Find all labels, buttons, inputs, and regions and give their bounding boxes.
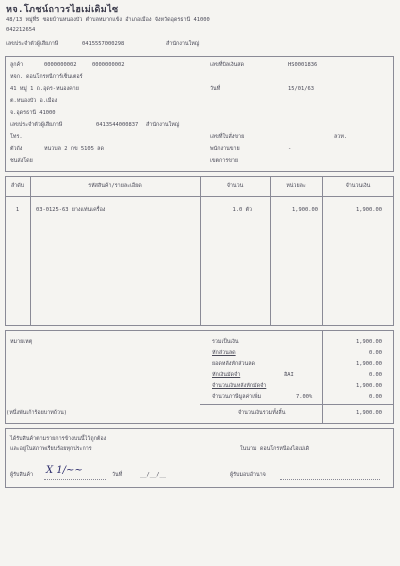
header-no: ลำดับ <box>10 183 25 189</box>
summary-label-6: จำนวนเงินรวมทั้งสิ้น <box>238 410 286 416</box>
col-divider-4 <box>322 176 323 326</box>
summary-label-1: หักส่วนลด <box>212 350 236 356</box>
customer-tax-id: 0413544000837 <box>96 122 139 128</box>
company-tax-label: เลขประจำตัวผู้เสียภาษี <box>6 41 59 47</box>
row-price: 1,900.00 <box>292 207 318 213</box>
receiver-sign-line <box>44 479 106 480</box>
summary-label-3: หักเงินมัดจำ <box>212 372 241 378</box>
customer-prefix: หจก. <box>10 74 24 80</box>
header-amount: จำนวนเงิน <box>345 183 371 189</box>
summary-value-5: 0.00 <box>369 394 382 400</box>
invoice-no: HS0001836 <box>288 62 318 68</box>
customer-code: 0000000002 <box>44 62 77 68</box>
vehicle-plate: หนวบล 2 กข 5105 ลด <box>44 146 104 152</box>
company-branch: สำนักงานใหญ่ <box>166 41 200 47</box>
customer-branch: สำนักงานใหญ่ <box>146 122 180 128</box>
summary-value-4: 1,900.00 <box>356 383 382 389</box>
customer-address3: จ.อุดรธานี 41000 <box>10 110 56 116</box>
receive-date-label: วันที่ <box>112 472 123 478</box>
header-qty: จำนวน <box>226 183 244 189</box>
credit-label: เขตการขาย <box>210 158 239 164</box>
seller-id-label: เลขที่ใบสั่งขาย <box>210 134 245 140</box>
grand-total-divider <box>200 404 394 405</box>
received-note2: และอยู่ในสภาพเรียบร้อยทุกประการ <box>10 446 92 452</box>
col-divider-1 <box>30 176 31 326</box>
company-address: 48/13 หมู่ที่5 ซอยบ้านหนองบัว ตำบลหมากแข้ง อำเภอเมือง จังหวัดอุดรธานี 41000 <box>6 17 210 23</box>
col-divider-2 <box>200 176 201 326</box>
company-name: หจ.โภชน์ถาวรไฮเม่เดิมไซ <box>6 5 119 15</box>
seller-tax-label: ลวท. <box>334 134 348 140</box>
authorized-label: ผู้รับมอบอำนาจ <box>230 472 266 478</box>
summary-value-2: 1,900.00 <box>356 361 382 367</box>
date-label: วันที่ <box>210 86 221 92</box>
col-divider-3 <box>270 176 271 326</box>
total-text: (หนึ่งพันเก้าร้อยบาทถ้วน) <box>6 410 68 416</box>
receiver-signature: X 1/~~ <box>46 465 83 476</box>
company-phone: 042212654 <box>6 27 36 33</box>
sales-value: - <box>288 146 292 152</box>
summary-extra-3: ฮิAI <box>284 372 294 378</box>
remark-label: หมายเหตุ <box>10 339 33 345</box>
customer-name: ดอนโกรหนีการ์เซ็นเตอร์ <box>26 74 83 80</box>
row-no: 1 <box>15 207 20 213</box>
customer-address2: ต.หนองบัว อ.เมือง <box>10 98 58 104</box>
summary-extra-5: 7.00% <box>296 394 313 400</box>
invoice-label: เลขที่บิลเงินสด <box>210 62 245 68</box>
header-price: หน่วยละ <box>286 183 306 189</box>
customer-code2: 0000000002 <box>92 62 125 68</box>
authorized-sign-line <box>280 479 380 480</box>
row-desc: 03-0125-63 ยางแท่นเครื่อง <box>36 207 106 213</box>
sales-label: พนักงานขาย <box>210 146 240 152</box>
customer-code-label: ลูกค้า <box>10 62 24 68</box>
summary-value-1: 0.00 <box>369 350 382 356</box>
summary-label-0: รวมเป็นเงิน <box>212 339 239 345</box>
phone-label: โทร. <box>10 134 23 140</box>
vehicle-label: ตัวถัง <box>10 146 23 152</box>
invoice-date: 15/01/63 <box>288 86 314 92</box>
ship-label: ชนส่งโดย <box>10 158 33 164</box>
summary-value-3: 0.00 <box>369 372 382 378</box>
summary-label-5: จำนวนภาษีมูลค่าเพิ่ม <box>212 394 262 400</box>
header-desc: รหัสสินค้า/รายละเอียด <box>88 183 142 189</box>
company-short: ในนาม ดอนโกรหนีองไฮเม่เดิ <box>240 446 310 452</box>
receive-date-value: __/__/__ <box>140 472 166 478</box>
row-amount: 1,900.00 <box>356 207 382 213</box>
received-note1: ได้รับสินค้าตามรายการข้างบนนี้ไว้ถูกต้อง <box>10 436 107 442</box>
summary-label-2: ยอดหลังหักส่วนลด <box>212 361 256 367</box>
customer-address1: 41 หมู่ 1 ถ.อุดร-หนองคาย <box>10 86 79 92</box>
company-tax-id: 0415557000298 <box>82 41 125 47</box>
customer-tax-label: เลขประจำตัวผู้เสียภาษี <box>10 122 63 128</box>
receiver-label: ผู้รับสินค้า <box>10 472 34 478</box>
summary-value-0: 1,900.00 <box>356 339 382 345</box>
row-qty: 1.0 ตัว <box>232 207 252 213</box>
summary-label-4: จำนวนเงินหลังหักมัดจำ <box>212 383 267 389</box>
summary-value-6: 1,900.00 <box>356 410 382 416</box>
